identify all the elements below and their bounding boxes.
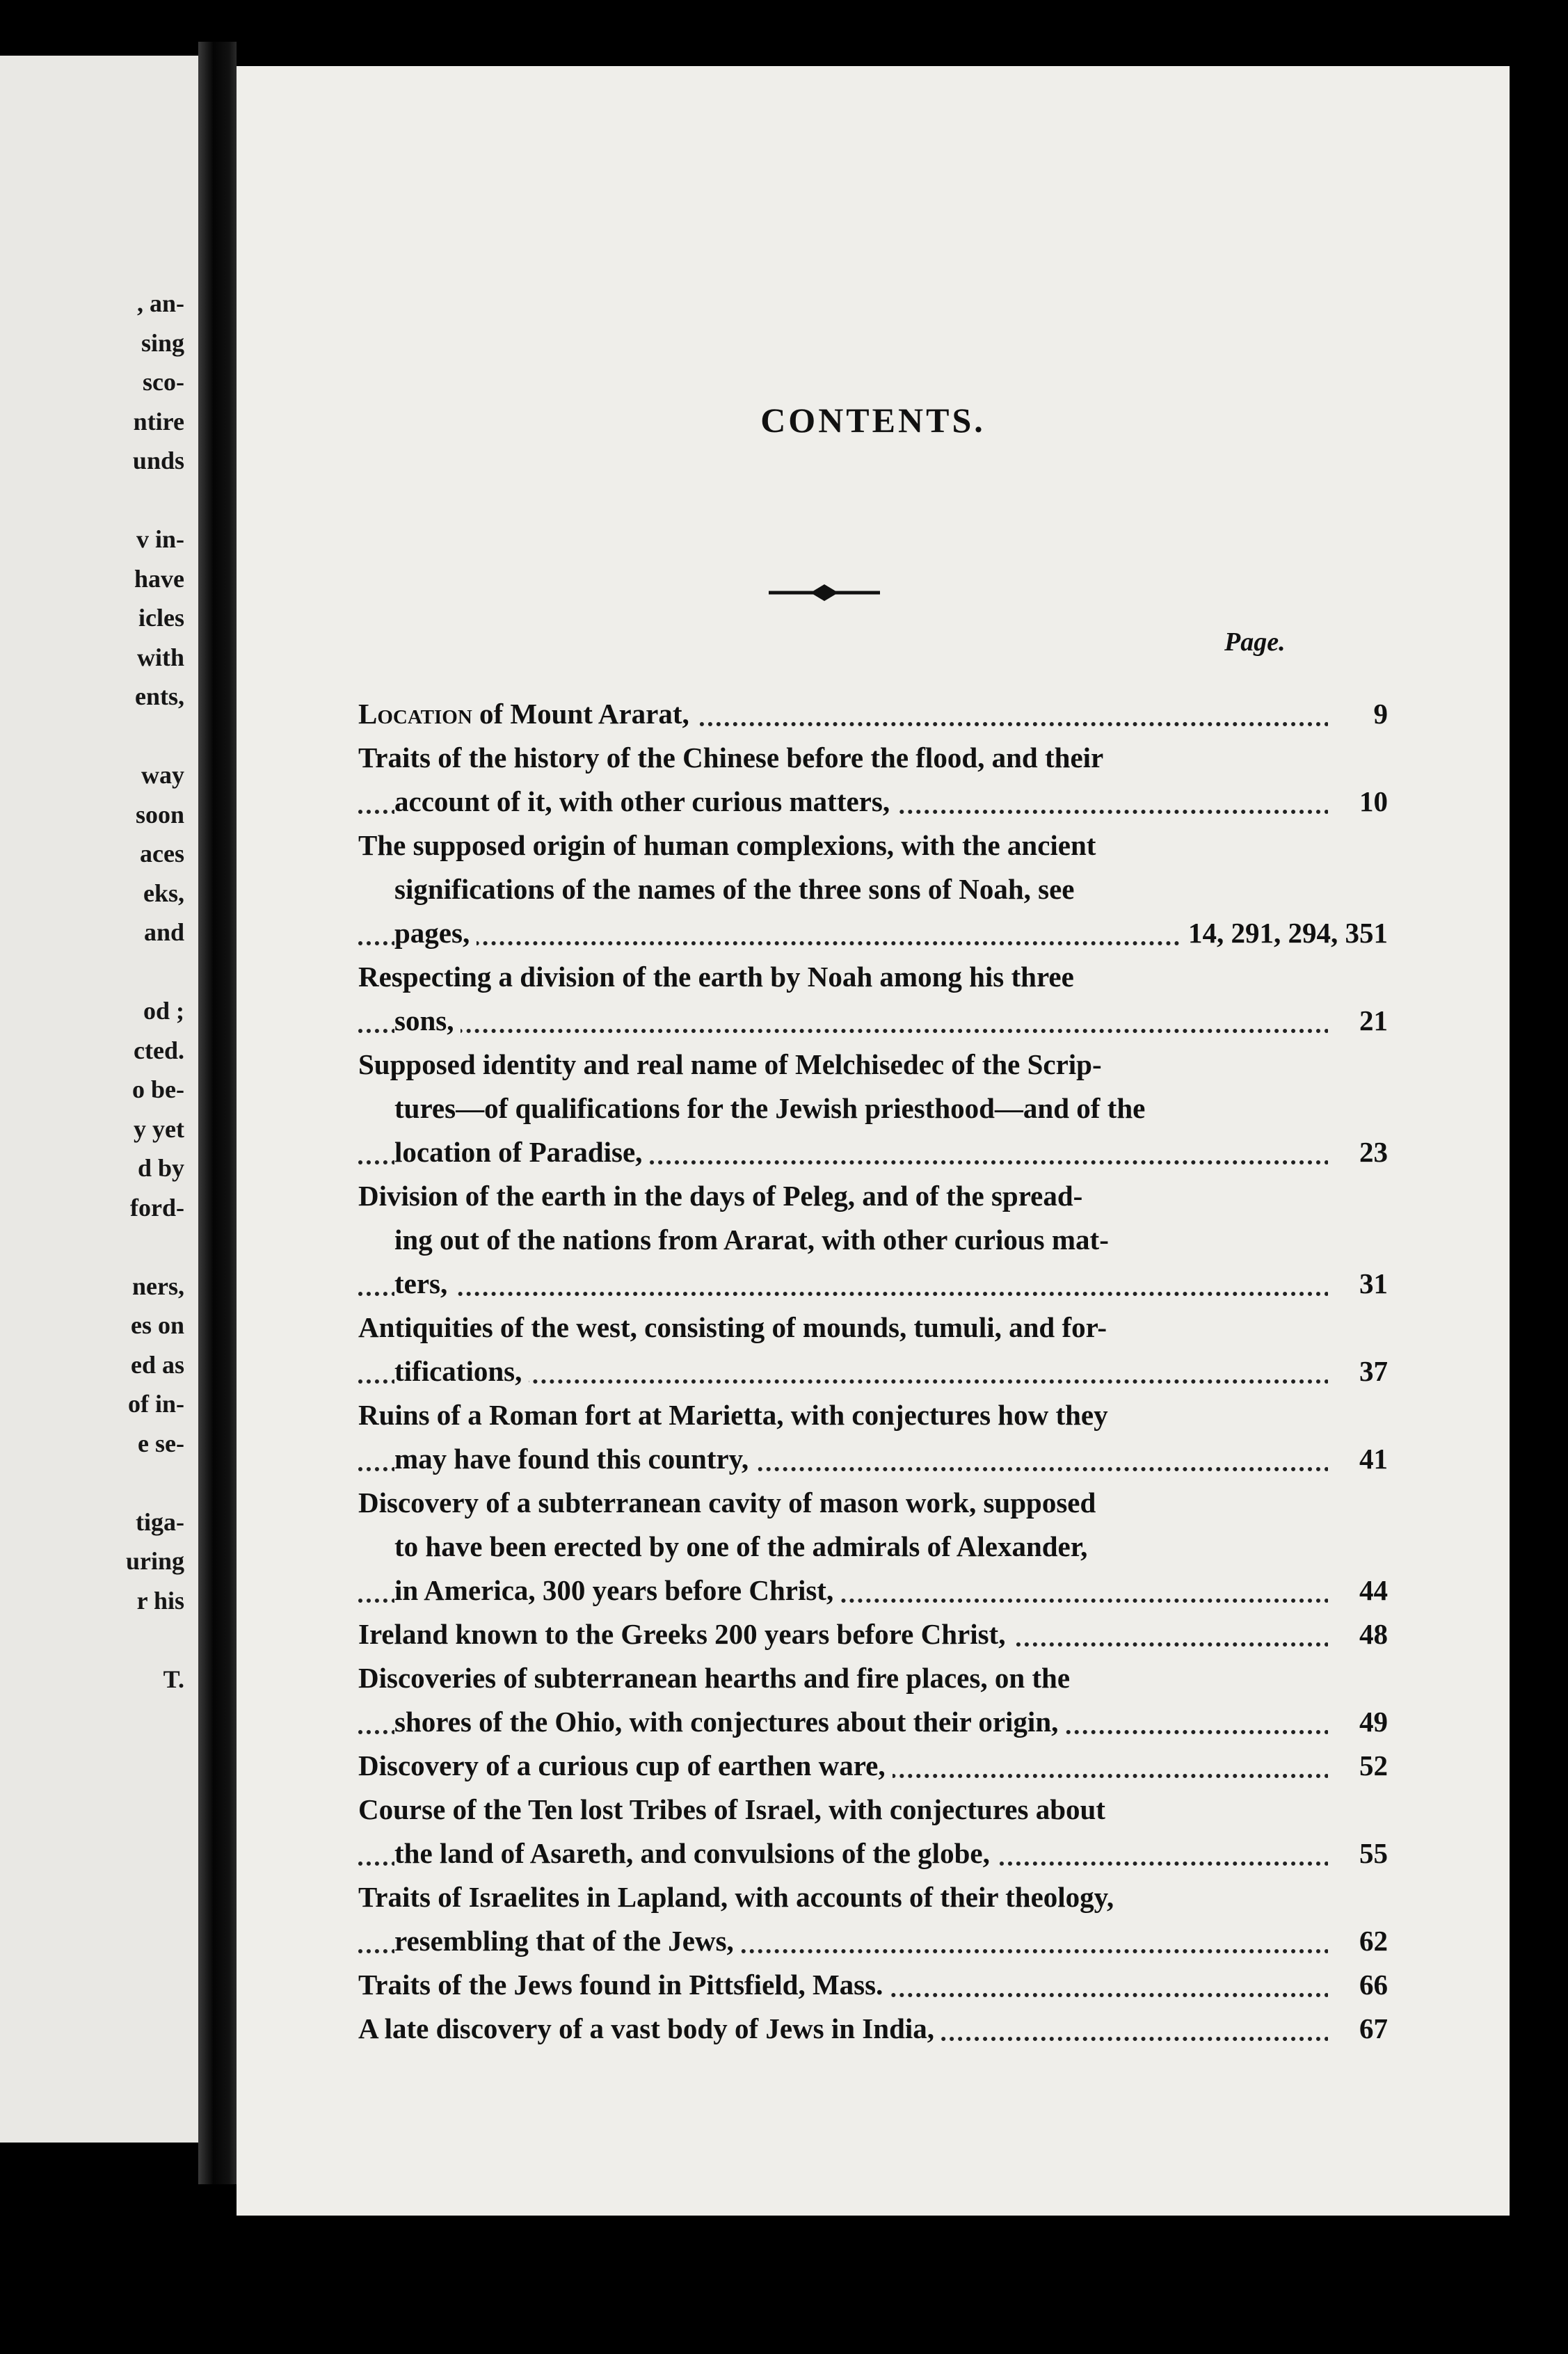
toc-entry-line: Division of the earth in the days of Peleg, and of the spread- (358, 1180, 1083, 1212)
toc-entry-line: Discovery of a subterranean cavity of mason work, supposed (358, 1487, 1096, 1519)
toc-entry-final-line (358, 1130, 1388, 1174)
toc-page-number: 14, 291, 294, 351 (1180, 911, 1388, 955)
toc-entry-line: Discoveries of subterranean hearths and fire places, on the (358, 1662, 1071, 1694)
toc-entry (358, 736, 1388, 824)
left-page-text-fragment: , an- (136, 289, 184, 317)
toc-entry (358, 1306, 1388, 1393)
toc-entry-text: ters, (394, 1267, 454, 1299)
left-page-text-fragment: aces (140, 840, 184, 867)
toc-entry-line: Supposed identity and real name of Melchisedec of the Scrip- (358, 1048, 1102, 1080)
left-page-text-fragment: ford- (130, 1193, 184, 1222)
toc-entry (358, 1656, 1388, 1744)
toc-page-number: 48 (1328, 1612, 1388, 1656)
toc-entry (358, 1963, 1388, 2007)
toc-entry-text: Discovery of a curious cup of earthen ware, (358, 1750, 893, 1781)
toc-entry-text: Ireland known to the Greeks 200 years before Christ, (358, 1618, 1012, 1650)
left-page-text-fragment: es on (130, 1311, 184, 1339)
left-page-text-fragment: v in- (136, 525, 184, 553)
toc-entry-line: Ruins of a Roman fort at Marietta, with conjectures how they (358, 1399, 1108, 1431)
toc-entry-text: pages, (394, 917, 477, 949)
left-page-text-fragment: uring (125, 1547, 184, 1575)
dot-leader (358, 1292, 1388, 1296)
toc-entry-final-line (358, 1437, 1388, 1481)
left-page-text-fragment: d by (137, 1154, 184, 1182)
toc-entry-line: Course of the Ten lost Tribes of Israel, with conjectures about (358, 1793, 1105, 1825)
toc-entry-line: Antiquities of the west, consisting of mounds, tumuli, and for- (358, 1311, 1107, 1343)
toc-page-number: 37 (1328, 1350, 1388, 1393)
left-page-text-fragment: have (134, 564, 184, 593)
toc-page-number: 67 (1328, 2007, 1388, 2051)
page-gutter (198, 42, 237, 2184)
toc-entry-line: Traits of Israelites in Lapland, with accounts of their theology, (358, 1881, 1114, 1913)
toc-entry-line: tures—of qualifications for the Jewish priesthood—and of the (394, 1092, 1146, 1124)
left-page-text-fragment: ed as (130, 1350, 184, 1379)
toc-entry-text: sons, (394, 1004, 461, 1036)
toc-entry-text: tifications, (394, 1355, 529, 1387)
left-page-text-fragment: e se- (138, 1429, 184, 1457)
toc-entry-final-line (358, 1569, 1388, 1612)
toc-page-number: 62 (1328, 1919, 1388, 1963)
toc-entry-final-line (358, 1832, 1388, 1875)
contents-page (237, 66, 1510, 2216)
toc-entry-text: A late discovery of a vast body of Jews in India, (358, 2012, 941, 2044)
toc-page-number: 23 (1328, 1130, 1388, 1174)
toc-page-number: 44 (1328, 1569, 1388, 1612)
left-page-text-fragment: with (136, 643, 184, 671)
toc-entry (358, 1612, 1388, 1656)
toc-entry-text: resembling that of the Jews, (394, 1925, 741, 1957)
toc-entry-final-line (358, 911, 1388, 955)
toc-entry (358, 1788, 1388, 1875)
toc-entry (358, 692, 1388, 736)
table-of-contents (358, 692, 1388, 2051)
left-page-text-fragment: and (143, 918, 184, 946)
left-page-text-fragment: eks, (143, 879, 184, 907)
toc-entry (358, 1744, 1388, 1788)
left-page-text-fragment: sing (141, 328, 184, 357)
left-page-text-fragment: ners, (132, 1272, 184, 1300)
toc-entry-final-line (358, 1744, 1388, 1788)
toc-page-number: 10 (1328, 780, 1388, 824)
bleed-through-text (327, 358, 334, 391)
toc-entry (358, 1043, 1388, 1174)
toc-page-number: 21 (1328, 999, 1388, 1043)
toc-entry-text: the land of Asareth, and convulsions of the globe, (394, 1837, 997, 1869)
toc-page-number: 9 (1328, 692, 1388, 736)
toc-entry-final-line (358, 999, 1388, 1043)
toc-entry-text: in America, 300 years before Christ, (394, 1574, 840, 1606)
toc-entry-final-line (358, 2007, 1388, 2051)
left-page-text-fragment: ntire (133, 407, 184, 435)
toc-entry (358, 1174, 1388, 1306)
page-column-label: Page. (1224, 627, 1286, 657)
toc-entry-final-line (358, 780, 1388, 824)
toc-entry (358, 2007, 1388, 2051)
toc-page-number: 52 (1328, 1744, 1388, 1788)
toc-entry (358, 1481, 1388, 1612)
toc-entry-final-line (358, 1700, 1388, 1744)
left-facing-page (0, 56, 198, 2143)
toc-entry-final-line (358, 692, 1388, 736)
toc-page-number: 66 (1328, 1963, 1388, 2007)
toc-page-number: 55 (1328, 1832, 1388, 1875)
toc-entry-final-line (358, 1612, 1388, 1656)
toc-entry-line: Respecting a division of the earth by Noah among his three (358, 961, 1074, 993)
left-page-text-fragment: tiga- (136, 1507, 184, 1536)
toc-entry (358, 1875, 1388, 1963)
ornament-divider-icon (769, 584, 880, 601)
left-page-text-fragment: o be- (132, 1075, 184, 1103)
toc-entry-final-line (358, 1262, 1388, 1306)
toc-entry-text: may have found this country, (394, 1443, 755, 1475)
left-page-text-fragment: unds (132, 447, 184, 474)
toc-entry-line: Traits of the history of the Chinese before the flood, and their (358, 742, 1104, 774)
toc-entry-text: location of Paradise, (394, 1136, 649, 1168)
toc-entry-final-line (358, 1919, 1388, 1963)
toc-entry-line: to have been erected by one of the admirals of Alexander, (394, 1530, 1088, 1562)
left-page-text-fragment: od ; (143, 997, 184, 1025)
left-page-text-fragment: soon (135, 800, 184, 828)
toc-entry-line: significations of the names of the three sons of Noah, see (394, 873, 1075, 905)
page-title: CONTENTS. (760, 401, 986, 440)
toc-entry-line: ing out of the nations from Ararat, with other curious mat- (394, 1224, 1109, 1256)
left-page-text-fragment: way (141, 761, 184, 789)
toc-page-number: 31 (1328, 1262, 1388, 1306)
toc-entry-text: account of it, with other curious matters, (394, 785, 897, 817)
left-page-text-fragment: T. (163, 1665, 184, 1693)
dot-leader (358, 1029, 1388, 1033)
toc-entry-text: shores of the Ohio, with conjectures about their origin, (394, 1706, 1065, 1738)
toc-entry-text: Traits of the Jews found in Pittsfield, Mass. (358, 1969, 890, 2001)
toc-entry-final-line (358, 1350, 1388, 1393)
left-page-text-fragment: sco- (143, 368, 184, 396)
toc-page-number: 41 (1328, 1437, 1388, 1481)
left-page-text-fragment: r his (136, 1586, 184, 1615)
left-page-text-fragment: cted. (134, 1036, 184, 1064)
left-page-text-fragment: y yet (134, 1114, 184, 1143)
toc-entry (358, 824, 1388, 955)
left-page-text-fragment: of in- (128, 1390, 184, 1418)
toc-entry-final-line (358, 1963, 1388, 2007)
toc-entry-text: Location of Mount Ararat, (358, 698, 696, 730)
toc-entry-line: The supposed origin of human complexions, with the ancient (358, 829, 1096, 861)
toc-entry (358, 1393, 1388, 1481)
left-page-text-fragment: icles (138, 604, 184, 632)
toc-entry (358, 955, 1388, 1043)
left-page-text-fragment: ents, (135, 682, 184, 710)
toc-page-number: 49 (1328, 1700, 1388, 1744)
